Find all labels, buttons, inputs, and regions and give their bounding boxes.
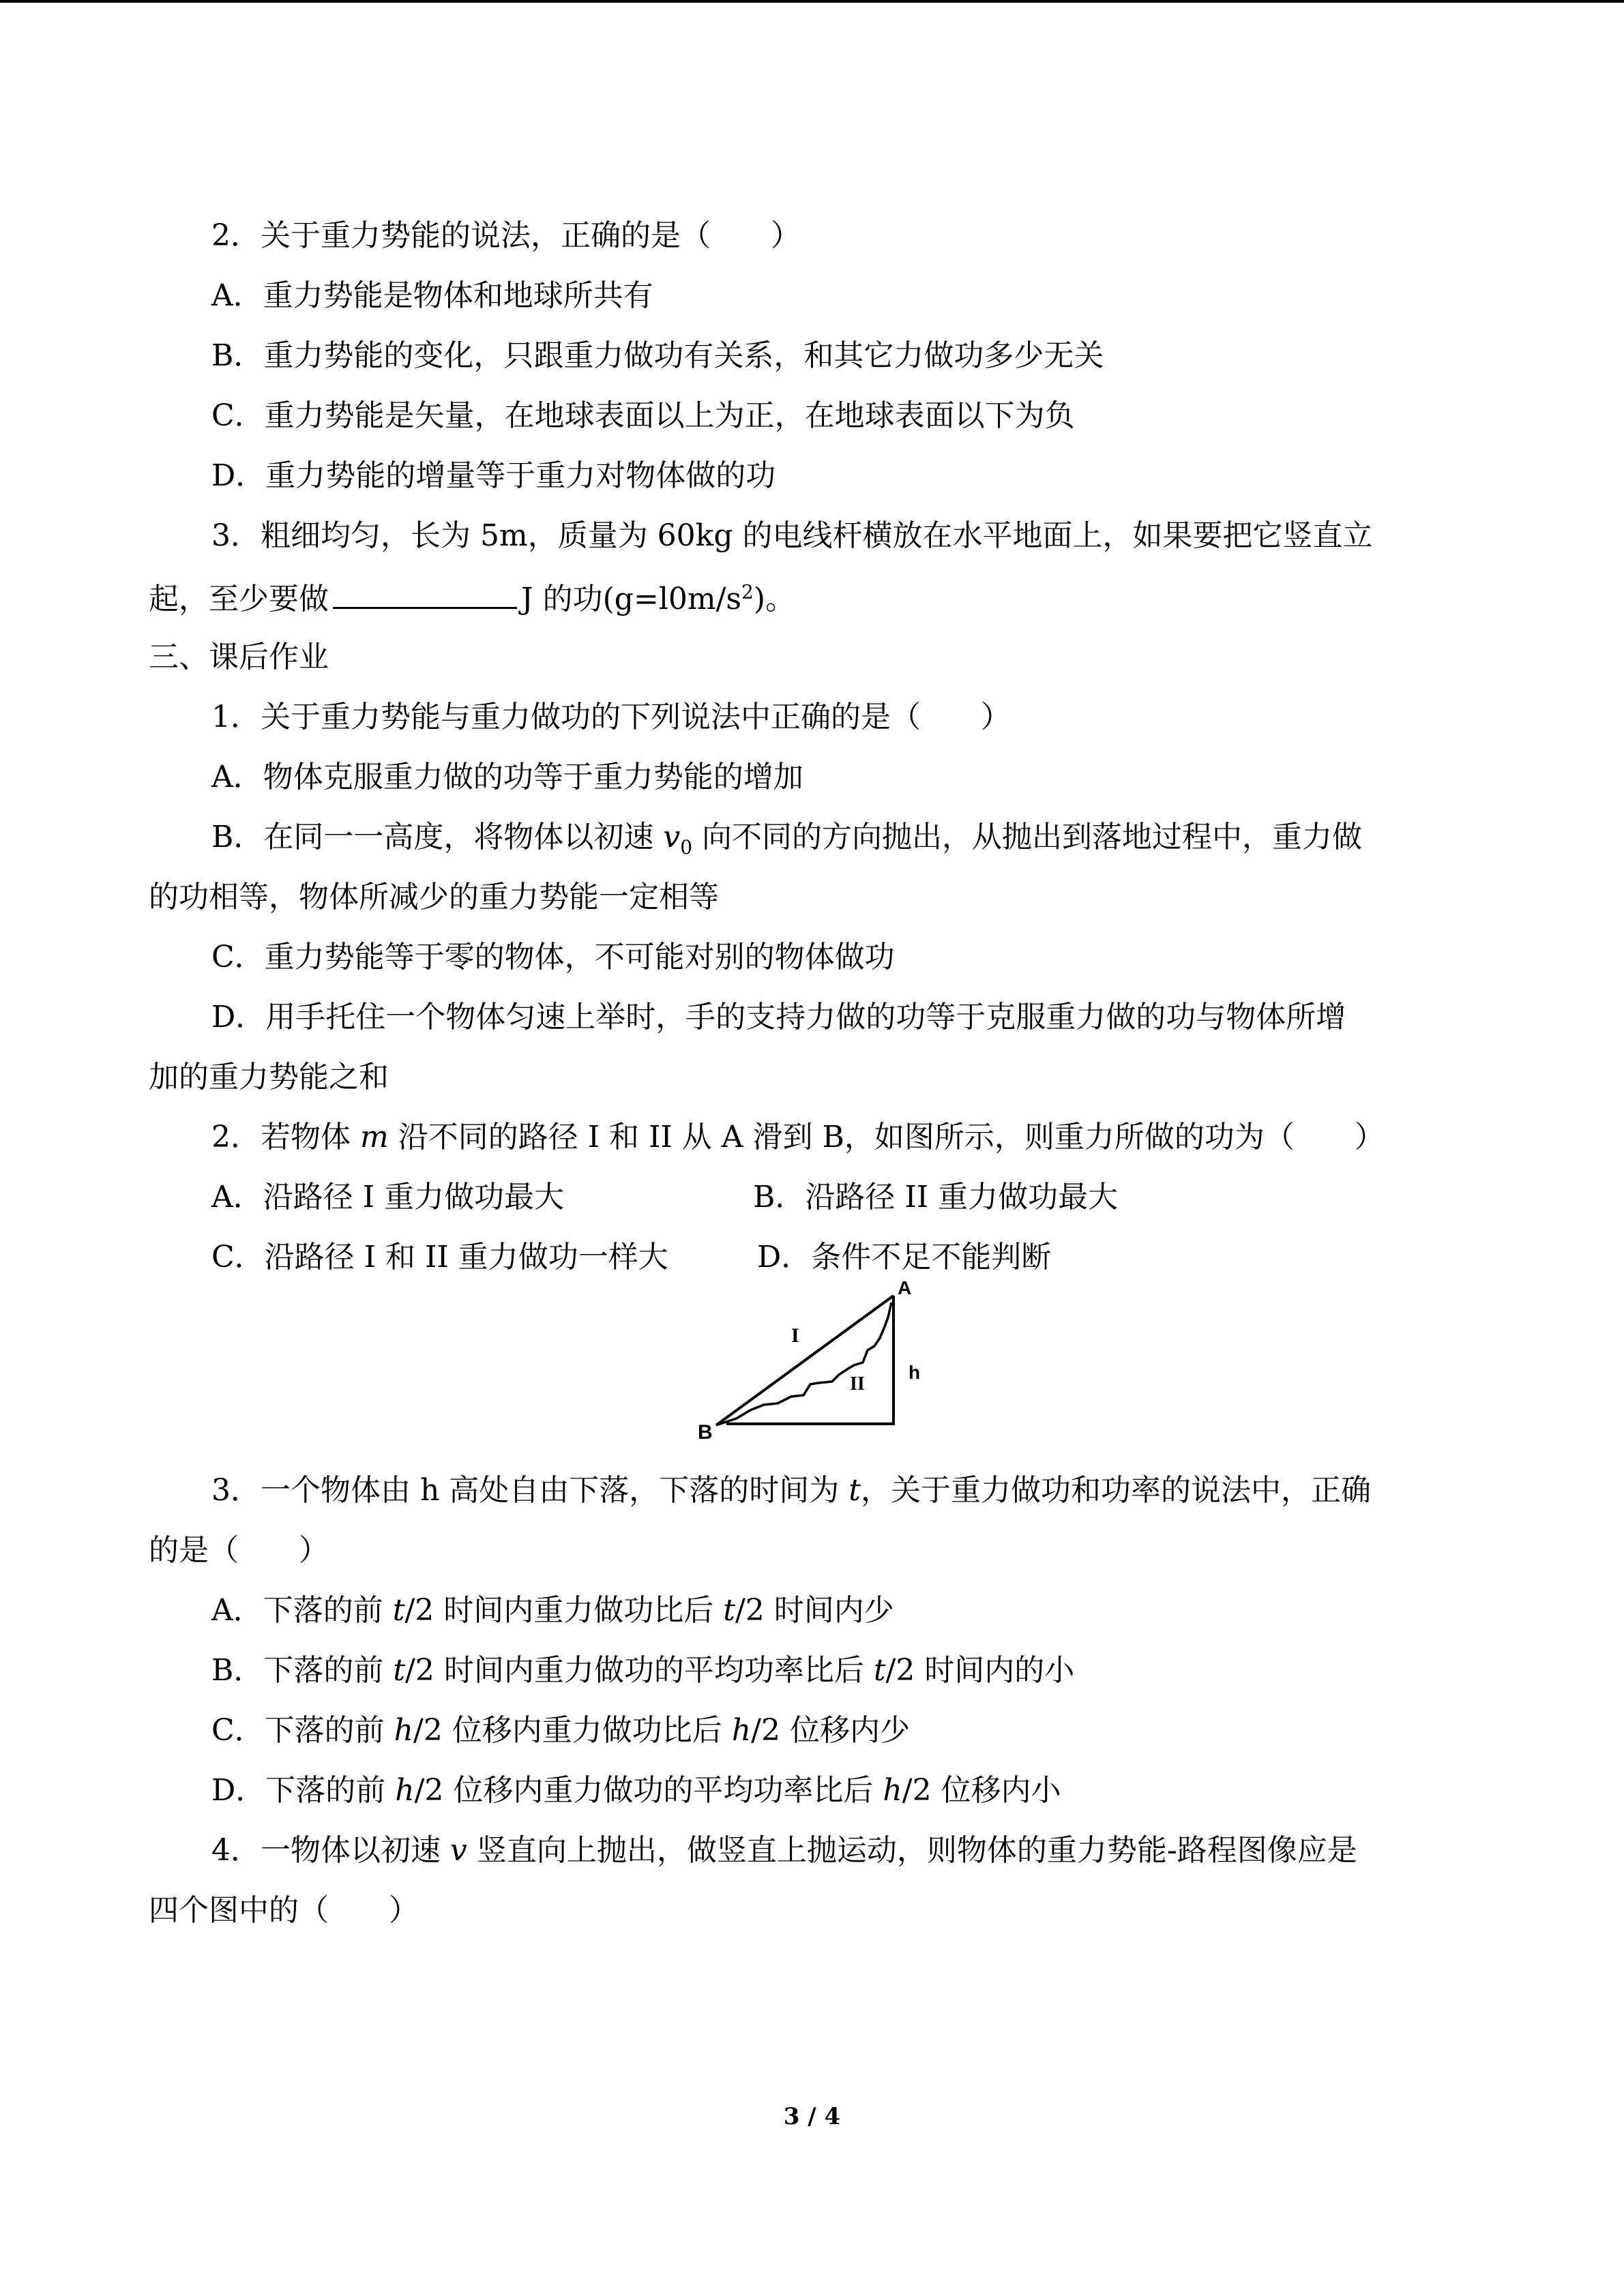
- question-2-option-b: B．重力势能的变化，只跟重力做功有关系，和其它力做功多少无关: [211, 338, 1104, 373]
- hw-q4-text-b: 竖直向上抛出，做竖直上抛运动，则物体的重力势能-路程图像应是: [467, 1833, 1357, 1868]
- seg: B．下落的前: [211, 1653, 394, 1688]
- path-diagram: [696, 1275, 928, 1446]
- label-h: h: [909, 1362, 921, 1383]
- hw-q2-stem-b: 沿不同的路径 I 和 II 从 A 滑到 B，如图所示，则重力所做的功为（ ）: [388, 1120, 1385, 1154]
- var: t: [723, 1593, 735, 1628]
- seg: D．下落的前: [211, 1773, 396, 1808]
- hw-q1-stem: 1．关于重力势能与重力做功的下列说法中正确的是（ ）: [211, 700, 1011, 734]
- hw-q3-option-b: [211, 1650, 1074, 1691]
- hw-q1-option-a: A．物体克服重力做的功等于重力势能的增加: [211, 760, 803, 794]
- hw-q1-option-b-line-2: 的功相等，物体所减少的重力势能一定相等: [149, 880, 719, 914]
- hw-q1-option-d-line-2: 加的重力势能之和: [149, 1060, 389, 1094]
- var: h: [731, 1713, 752, 1748]
- hw-q3-text-b: ，关于重力做功和功率的说法中，正确: [860, 1473, 1371, 1508]
- hw-q1-option-b-line-1: [211, 817, 1362, 858]
- question-3-text-b: J 的功(g=l0m/s: [521, 582, 742, 616]
- hw-q1-b-text-b: 向不同的方向抛出，从抛出到落地过程中，重力做: [692, 820, 1362, 854]
- var-v: v: [449, 1833, 467, 1868]
- question-3-line-1: 3．粗细均匀，长为 5m，质量为 60kg 的电线杆横放在水平地面上，如果要把它竖直立: [211, 518, 1373, 553]
- hw-q3-option-a: [211, 1590, 894, 1631]
- label-a: A: [898, 1277, 912, 1298]
- question-3-text-a: 起，至少要做: [149, 582, 329, 616]
- var-v: v: [663, 820, 681, 854]
- hw-q3-option-d: [211, 1770, 1061, 1811]
- seg: /2 位移内少: [751, 1713, 910, 1748]
- hw-q3-line-1: [211, 1470, 1371, 1511]
- label-b: B: [698, 1421, 713, 1444]
- var: h: [395, 1773, 415, 1808]
- var: t: [873, 1653, 886, 1688]
- seg: /2 时间内重力做功的平均功率比后: [405, 1653, 874, 1688]
- hw-q2-option-a: A．沿路径 I 重力做功最大: [211, 1180, 565, 1214]
- question-3-text-c: )。: [753, 582, 796, 616]
- var: h: [883, 1773, 902, 1808]
- hw-q3-text-a: 3．一个物体由 h 高处自由下落，下落的时间为: [211, 1473, 849, 1508]
- question-2-option-a: A．重力势能是物体和地球所共有: [211, 278, 653, 313]
- seg: /2 位移内重力做功比后: [413, 1713, 732, 1748]
- question-3-line-2: [149, 577, 795, 618]
- seg: A．下落的前: [211, 1593, 393, 1628]
- question-2-option-d: D．重力势能的增量等于重力对物体做的功: [211, 458, 776, 493]
- seg: C．下落的前: [211, 1713, 394, 1748]
- question-2-stem: 2．关于重力势能的说法，正确的是（ ）: [211, 218, 801, 253]
- hw-q2-option-d: D．条件不足不能判断: [757, 1240, 1052, 1274]
- seg: /2 时间内的小: [885, 1653, 1075, 1688]
- hw-q3-option-c: [211, 1710, 910, 1751]
- page-number: 3 / 4: [783, 2103, 841, 2130]
- hw-q2-option-b: B．沿路径 II 重力做功最大: [753, 1180, 1119, 1214]
- seg: /2 位移内重力做功的平均功率比后: [414, 1773, 883, 1808]
- hw-q4-line-2: 四个图中的（ ）: [149, 1893, 419, 1928]
- seg: /2 位移内小: [902, 1773, 1061, 1808]
- seg: /2 时间内少: [735, 1593, 894, 1628]
- hw-q2-stem-a: 2．若物体: [211, 1120, 360, 1154]
- answer-blank: [333, 577, 517, 609]
- question-2-option-c: C．重力势能是矢量，在地球表面以上为正，在地球表面以下为负: [211, 398, 1075, 433]
- hw-q4-text-a: 4．一物体以初速: [211, 1833, 450, 1868]
- hw-q2-stem: [211, 1117, 1385, 1158]
- hw-q1-option-c: C．重力势能等于零的物体，不可能对别的物体做功: [211, 940, 895, 974]
- var: t: [392, 1593, 405, 1628]
- hw-q4-line-1: [211, 1830, 1357, 1871]
- section-title-homework: 三、课后作业: [149, 640, 329, 674]
- var: t: [393, 1653, 406, 1688]
- superscript-2: 2: [741, 580, 754, 603]
- var: h: [394, 1713, 413, 1748]
- label-ii: II: [850, 1373, 865, 1395]
- var-m: m: [359, 1120, 389, 1154]
- var-t: t: [848, 1473, 861, 1508]
- seg: /2 时间内重力做功比后: [404, 1593, 724, 1628]
- hw-q1-b-text-a: B．在同一一高度，将物体以初速: [211, 820, 664, 854]
- path-i-straight-line: [716, 1296, 894, 1425]
- subscript-0: 0: [680, 835, 693, 859]
- top-border-rule: [0, 0, 1624, 3]
- label-i: I: [791, 1324, 799, 1347]
- hw-q2-option-c: C．沿路径 I 和 II 重力做功一样大: [211, 1240, 668, 1274]
- hw-q1-option-d-line-1: D．用手托住一个物体匀速上举时，手的支持力做的功等于克服重力做的功与物体所增: [211, 1000, 1346, 1034]
- hw-q3-line-2: 的是（ ）: [149, 1533, 329, 1568]
